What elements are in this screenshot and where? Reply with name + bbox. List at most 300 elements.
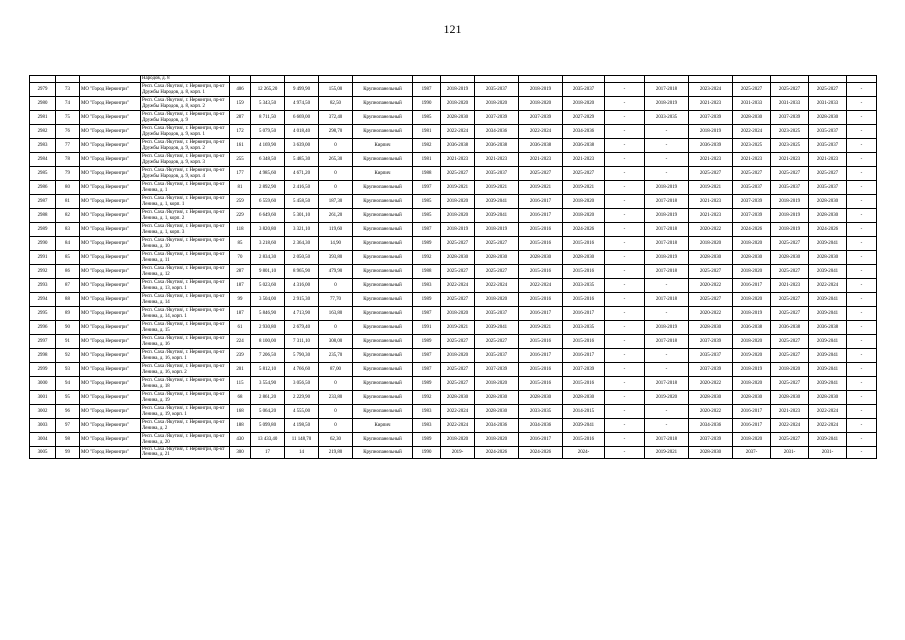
living-area-cell: 5 301,10 — [285, 209, 319, 223]
residents-cell: 159 — [230, 97, 251, 111]
period-cell: 2017-2018 — [645, 335, 689, 349]
item-number-cell: 98 — [56, 433, 80, 447]
wall-material-cell: Крупнопанельный — [353, 111, 413, 125]
year-built-cell: 1989 — [413, 335, 441, 349]
period-cell: 2020-2022 — [689, 307, 733, 321]
living-area-cell: 7 311,10 — [285, 335, 319, 349]
period-cell: 2015-2016 — [519, 293, 563, 307]
period-cell: 2028-2030 — [809, 195, 847, 209]
row-number-cell: 2985 — [30, 167, 56, 181]
period-cell: 2025-2027 — [771, 83, 809, 97]
table-row — [30, 363, 877, 377]
period-cell: 2020-2022 — [689, 223, 733, 237]
period-cell: 2021-2023 — [689, 153, 733, 167]
address-cell: Респ. Саха /Якутия/, г. Нерюнгри, пр-кт Ленина, д. 2 — [141, 419, 230, 433]
period-cell: 2035-2037 — [809, 125, 847, 139]
period-cell: 2018-2019 — [645, 181, 689, 195]
period-cell: 2018-2020 — [733, 237, 771, 251]
page-number: 121 — [443, 22, 462, 36]
period-cell: 2015-2016 — [563, 433, 605, 447]
period-cell: 2015-2016 — [563, 377, 605, 391]
table-row — [30, 76, 877, 83]
item-number-cell: 85 — [56, 251, 80, 265]
row-number-cell: 2988 — [30, 209, 56, 223]
period-cell: 2031-2033 — [771, 97, 809, 111]
nonresidential-area-cell: 187,30 — [319, 195, 353, 209]
period-cell: 2016-2017 — [733, 419, 771, 433]
period-cell: - — [605, 111, 645, 125]
period-cell: 2035-2037 — [689, 349, 733, 363]
row-number-cell: 2981 — [30, 111, 56, 125]
municipality-cell: МО "Город Нерюнгри" — [80, 433, 141, 447]
table-row — [30, 307, 877, 321]
period-cell: 2019-2020 — [645, 391, 689, 405]
period-cell: 2025-2027 — [809, 167, 847, 181]
year-built-cell: 1989 — [413, 237, 441, 251]
residents-cell: 229 — [230, 209, 251, 223]
period-cell: 2036-2038 — [441, 139, 475, 153]
item-number-cell: 93 — [56, 363, 80, 377]
note-cell: - — [847, 265, 877, 279]
period-cell: 2018-2020 — [475, 433, 519, 447]
total-area-cell: 17 — [251, 447, 285, 459]
period-cell: 2018-2019 — [645, 97, 689, 111]
period-cell: 2015-2016 — [519, 265, 563, 279]
municipality-cell: МО "Город Нерюнгри" — [80, 307, 141, 321]
municipality-cell: МО "Город Нерюнгри" — [80, 321, 141, 335]
period-cell: - — [605, 153, 645, 167]
total-area-cell: 4 985,60 — [251, 167, 285, 181]
municipality-cell: МО "Город Нерюнгри" — [80, 181, 141, 195]
period-cell: 2023-2025 — [771, 139, 809, 153]
period-cell: 2018-2019 — [441, 83, 475, 97]
address-cell: Респ. Саха /Якутия/, г. Нерюнгри, пр-кт Дружбы Народов, д. 9, корп. 4 — [141, 167, 230, 181]
period-cell: 2035-2037 — [475, 83, 519, 97]
total-area-cell: 6 559,60 — [251, 195, 285, 209]
residents-cell: 287 — [230, 111, 251, 125]
period-cell: 2028-2030 — [441, 251, 475, 265]
period-cell: 2022-2024 — [519, 279, 563, 293]
municipality-cell: МО "Город Нерюнгри" — [80, 293, 141, 307]
note-cell: - — [847, 139, 877, 153]
living-area-cell: 3 321,10 — [285, 223, 319, 237]
period-cell: 2016-2017 — [519, 433, 563, 447]
note-cell: - — [847, 391, 877, 405]
address-cell: Респ. Саха /Якутия/, г. Нерюнгри, пр-кт Дружбы Народов, д. 9, корп. 3 — [141, 153, 230, 167]
period-cell: 2028-2030 — [475, 391, 519, 405]
total-area-cell: 3 218,60 — [251, 237, 285, 251]
period-cell: 2016-2017 — [733, 405, 771, 419]
table-row — [30, 153, 877, 167]
nonresidential-area-cell: 479,90 — [319, 265, 353, 279]
row-number-cell: 3005 — [30, 447, 56, 459]
nonresidential-area-cell: 308,00 — [319, 335, 353, 349]
period-cell: 2025-2027 — [771, 335, 809, 349]
period-cell: 2018-2020 — [733, 293, 771, 307]
residents-cell: 224 — [230, 335, 251, 349]
period-cell: 2028-2030 — [475, 251, 519, 265]
residents-cell: 81 — [230, 181, 251, 195]
residents-cell: 201 — [230, 363, 251, 377]
item-number-cell: 95 — [56, 391, 80, 405]
nonresidential-area-cell: 0 — [319, 139, 353, 153]
period-cell: 2025-2027 — [771, 237, 809, 251]
item-number-cell: 77 — [56, 139, 80, 153]
period-cell: 2028-2030 — [771, 251, 809, 265]
period-cell: - — [605, 307, 645, 321]
table-row — [30, 377, 877, 391]
nonresidential-area-cell: 235,70 — [319, 349, 353, 363]
period-cell: 2021-2023 — [809, 153, 847, 167]
period-cell: 2025-2027 — [441, 167, 475, 181]
wall-material-cell: Крупнопанельный — [353, 279, 413, 293]
note-cell: - — [847, 307, 877, 321]
period-cell: 2021-2023 — [563, 153, 605, 167]
period-cell: 2018-2020 — [771, 363, 809, 377]
note-cell: - — [847, 195, 877, 209]
nonresidential-area-cell: 77,70 — [319, 293, 353, 307]
municipality-cell: МО "Город Нерюнгри" — [80, 363, 141, 377]
nonresidential-area-cell: 393,80 — [319, 251, 353, 265]
total-area-cell: 4 169,90 — [251, 139, 285, 153]
note-cell: - — [847, 405, 877, 419]
note-cell: - — [847, 125, 877, 139]
item-number-cell: 92 — [56, 349, 80, 363]
living-area-cell: 2 679,40 — [285, 321, 319, 335]
period-cell: 2015-2016 — [519, 335, 563, 349]
period-cell: 2036-2038 — [519, 139, 563, 153]
period-cell: 2018-2020 — [689, 237, 733, 251]
period-cell: 2034-2036 — [519, 419, 563, 433]
living-area-cell: 6 669,00 — [285, 111, 319, 125]
total-area-cell: 2 930,80 — [251, 321, 285, 335]
period-cell: - — [605, 167, 645, 181]
period-cell: 2021-2023 — [519, 153, 563, 167]
table-body — [30, 76, 877, 459]
period-cell: 2022-2024 — [441, 419, 475, 433]
item-number-cell: 99 — [56, 447, 80, 459]
municipality-cell: МО "Город Нерюнгри" — [80, 265, 141, 279]
row-number-cell: 2989 — [30, 223, 56, 237]
period-cell: 2018-2019 — [441, 223, 475, 237]
period-cell: - — [605, 209, 645, 223]
period-cell: 2025-2027 — [475, 265, 519, 279]
period-cell: 2025-2027 — [809, 83, 847, 97]
year-built-cell: 1989 — [413, 293, 441, 307]
period-cell: 2036-2038 — [771, 321, 809, 335]
year-built-cell: 1992 — [413, 391, 441, 405]
period-cell: - — [645, 153, 689, 167]
period-cell: 2017-2018 — [645, 433, 689, 447]
period-cell: 2018-2020 — [441, 97, 475, 111]
period-cell: 2025-2027 — [771, 349, 809, 363]
period-cell: 2019-2021 — [689, 181, 733, 195]
period-cell: 2017-2018 — [645, 237, 689, 251]
wall-material-cell: Крупнопанельный — [353, 237, 413, 251]
period-cell: 2022-2024 — [771, 419, 809, 433]
period-cell: 2018-2019 — [645, 251, 689, 265]
wall-material-cell: Крупнопанельный — [353, 181, 413, 195]
period-cell: 2023-2024 — [689, 83, 733, 97]
period-cell: 2016-2017 — [563, 349, 605, 363]
living-area-cell: 5 485,30 — [285, 153, 319, 167]
period-cell: 2028-2030 — [475, 405, 519, 419]
period-cell: 2015-2016 — [519, 363, 563, 377]
period-cell: - — [645, 167, 689, 181]
address-cell: Респ. Саха /Якутия/, г. Нерюнгри, пр-кт Ленина, д. 16, корп. 2 — [141, 363, 230, 377]
period-cell: 2028-2030 — [809, 209, 847, 223]
period-cell: 2033-2035 — [645, 111, 689, 125]
nonresidential-area-cell: 0 — [319, 279, 353, 293]
municipality-cell: МО "Город Нерюнгри" — [80, 391, 141, 405]
period-cell: 2035-2037 — [475, 349, 519, 363]
period-cell: 2028-2030 — [809, 251, 847, 265]
row-number-cell: 3004 — [30, 433, 56, 447]
period-cell: 2017-2018 — [645, 265, 689, 279]
year-built-cell: 1985 — [413, 195, 441, 209]
item-number-cell: 88 — [56, 293, 80, 307]
note-cell: - — [847, 209, 877, 223]
total-area-cell: 2 834,30 — [251, 251, 285, 265]
period-cell: 2015-2016 — [563, 293, 605, 307]
table-row — [30, 447, 877, 459]
period-cell: - — [605, 223, 645, 237]
total-area-cell: 9 801,10 — [251, 265, 285, 279]
year-built-cell: 1991 — [413, 321, 441, 335]
period-cell: 2039-2041 — [475, 195, 519, 209]
period-cell: 2025-2027 — [771, 293, 809, 307]
period-cell: 2033-2035 — [563, 279, 605, 293]
period-cell: 2014-2015 — [563, 405, 605, 419]
row-number-cell: 2998 — [30, 349, 56, 363]
total-area-cell: 3 820,80 — [251, 223, 285, 237]
item-number-cell: 94 — [56, 377, 80, 391]
municipality-cell: МО "Город Нерюнгри" — [80, 237, 141, 251]
table-row — [30, 349, 877, 363]
note-cell: - — [847, 279, 877, 293]
period-cell: 2039-2041 — [809, 307, 847, 321]
total-area-cell: 6 348,50 — [251, 153, 285, 167]
item-number-cell: 73 — [56, 83, 80, 97]
address-cell: Респ. Саха /Якутия/, г. Нерюнгри, пр-кт Дружбы Народов, д. 8, корп. 1 — [141, 83, 230, 97]
period-cell: 2018-2020 — [733, 265, 771, 279]
row-number-cell: 3003 — [30, 419, 56, 433]
municipality-cell: МО "Город Нерюнгри" — [80, 279, 141, 293]
row-number-cell: 2996 — [30, 321, 56, 335]
period-cell: 2025-2027 — [441, 363, 475, 377]
period-cell: 2024-2026 — [475, 447, 519, 459]
period-cell: 2017-2018 — [645, 83, 689, 97]
row-number-cell: 2980 — [30, 97, 56, 111]
residents-cell: 259 — [230, 195, 251, 209]
period-cell: 2037-2039 — [475, 111, 519, 125]
total-area-cell: 5 812,10 — [251, 363, 285, 377]
municipality-cell: МО "Город Нерюнгри" — [80, 195, 141, 209]
note-cell: - — [847, 293, 877, 307]
year-built-cell: 1987 — [413, 349, 441, 363]
residents-cell: 161 — [230, 139, 251, 153]
period-cell: 2039-2041 — [563, 419, 605, 433]
municipality-cell: МО "Город Нерюнгри" — [80, 97, 141, 111]
period-cell: 2025-2027 — [441, 293, 475, 307]
period-cell: 2021-2023 — [771, 279, 809, 293]
year-built-cell: 1982 — [413, 139, 441, 153]
nonresidential-area-cell: 0 — [319, 419, 353, 433]
period-cell: 2035-2037 — [809, 181, 847, 195]
period-cell: 2035-2037 — [475, 307, 519, 321]
row-number-cell: 2984 — [30, 153, 56, 167]
period-cell: 2015-2016 — [563, 335, 605, 349]
nonresidential-area-cell: 233,80 — [319, 391, 353, 405]
period-cell: 2025-2027 — [563, 167, 605, 181]
table-row — [30, 391, 877, 405]
period-cell: - — [645, 139, 689, 153]
period-cell: 2018-2020 — [519, 97, 563, 111]
municipality-cell: МО "Город Нерюнгри" — [80, 419, 141, 433]
wall-material-cell: Крупнопанельный — [353, 125, 413, 139]
period-cell: 2028-2030 — [441, 111, 475, 125]
address-cell: Респ. Саха /Якутия/, г. Нерюнгри, пр-кт Ленина, д. 1, корп. 3 — [141, 223, 230, 237]
address-cell: Респ. Саха /Якутия/, г. Нерюнгри, пр-кт Ленина, д. 13, корп. 1 — [141, 279, 230, 293]
address-cell: Респ. Саха /Якутия/, г. Нерюнгри, пр-кт Ленина, д. 16, корп. 1 — [141, 349, 230, 363]
living-area-cell: 4 713,90 — [285, 307, 319, 321]
nonresidential-area-cell: 0 — [319, 377, 353, 391]
table-row — [30, 405, 877, 419]
wall-material-cell: Крупнопанельный — [353, 153, 413, 167]
period-cell: 2016-2017 — [733, 279, 771, 293]
total-area-cell: 5 343,50 — [251, 97, 285, 111]
address-cell: Респ. Саха /Якутия/, г. Нерюнгри, пр-кт Ленина, д. 21 — [141, 447, 230, 459]
nonresidential-area-cell: 219,80 — [319, 447, 353, 459]
living-area-cell: 5 790,30 — [285, 349, 319, 363]
wall-material-cell: Крупнопанельный — [353, 83, 413, 97]
period-cell: 2037-2039 — [689, 335, 733, 349]
residents-cell: 430 — [230, 433, 251, 447]
living-area-cell: 2 364,30 — [285, 237, 319, 251]
period-cell: 2035-2037 — [809, 139, 847, 153]
period-cell: 2028-2030 — [689, 447, 733, 459]
period-cell: 2033-2035 — [519, 405, 563, 419]
period-cell: - — [605, 419, 645, 433]
period-cell: - — [645, 125, 689, 139]
period-cell: - — [605, 83, 645, 97]
period-cell: 2021-2023 — [689, 195, 733, 209]
period-cell: 2021-2023 — [689, 209, 733, 223]
period-cell: 2018-2020 — [733, 335, 771, 349]
note-cell: - — [847, 223, 877, 237]
period-cell: 2021-2023 — [771, 153, 809, 167]
period-cell: 2015-2016 — [519, 223, 563, 237]
period-cell: 2023-2025 — [771, 125, 809, 139]
residents-cell: 172 — [230, 125, 251, 139]
living-area-cell: 5 458,50 — [285, 195, 319, 209]
total-area-cell: 2 892,90 — [251, 181, 285, 195]
wall-material-cell: Крупнопанельный — [353, 251, 413, 265]
year-built-cell: 1981 — [413, 125, 441, 139]
period-cell: 2025-2027 — [733, 83, 771, 97]
period-cell: 2024-2026 — [809, 223, 847, 237]
period-cell: 2039-2041 — [809, 265, 847, 279]
period-cell: 2031- — [771, 447, 809, 459]
period-cell: 2039-2041 — [809, 377, 847, 391]
nonresidential-area-cell: 119,60 — [319, 223, 353, 237]
period-cell: 2035-2037 — [733, 181, 771, 195]
address-cell: Респ. Саха /Якутия/, г. Нерюнгри, пр-кт Ленина, д. 16 — [141, 335, 230, 349]
period-cell: - — [605, 447, 645, 459]
row-number-cell: 2986 — [30, 181, 56, 195]
period-cell: - — [605, 97, 645, 111]
period-cell: 2018-2019 — [645, 321, 689, 335]
wall-material-cell: Крупнопанельный — [353, 335, 413, 349]
municipality-cell: МО "Город Нерюнгри" — [80, 125, 141, 139]
total-area-cell: 13 433,40 — [251, 433, 285, 447]
period-cell: - — [645, 349, 689, 363]
period-cell: 2028-2030 — [441, 391, 475, 405]
period-cell: 2018-2020 — [441, 307, 475, 321]
period-cell: 2018-2019 — [733, 363, 771, 377]
address-cell: Респ. Саха /Якутия/, г. Нерюнгри, пр-кт Ленина, д. 11 — [141, 251, 230, 265]
period-cell: 2037-2039 — [689, 363, 733, 377]
period-cell: 2021-2023 — [475, 153, 519, 167]
period-cell: 2025-2027 — [771, 377, 809, 391]
wall-material-cell: Крупнопанельный — [353, 97, 413, 111]
residents-cell: 255 — [230, 153, 251, 167]
living-area-cell: 2 915,30 — [285, 293, 319, 307]
period-cell: - — [605, 293, 645, 307]
period-cell: 2019- — [441, 447, 475, 459]
year-built-cell: 1989 — [413, 433, 441, 447]
nonresidential-area-cell: 155,00 — [319, 83, 353, 97]
municipality-cell: МО "Город Нерюнгри" — [80, 405, 141, 419]
residents-cell: 61 — [230, 321, 251, 335]
period-cell: 2022-2024 — [733, 125, 771, 139]
table-row — [30, 251, 877, 265]
period-cell: 2037-2039 — [689, 111, 733, 125]
year-built-cell: 1987 — [413, 223, 441, 237]
period-cell: 2039-2041 — [809, 363, 847, 377]
wall-material-cell: Крупнопанельный — [353, 363, 413, 377]
period-cell: 2025-2027 — [441, 335, 475, 349]
address-cell: Респ. Саха /Якутия/, г. Нерюнгри, пр-кт Ленина, д. 14 — [141, 293, 230, 307]
period-cell: 2021-2023 — [441, 153, 475, 167]
period-cell: 2023-2025 — [733, 139, 771, 153]
period-cell: 2018-2020 — [475, 377, 519, 391]
period-cell: 2021-2023 — [733, 153, 771, 167]
period-cell: 2037-2039 — [771, 111, 809, 125]
address-cell: Респ. Саха /Якутия/, г. Нерюнгри, пр-кт Ленина, д. 1 — [141, 181, 230, 195]
period-cell: 2022-2024 — [809, 405, 847, 419]
wall-material-cell: Крупнопанельный — [353, 405, 413, 419]
address-cell: Респ. Саха /Якутия/, г. Нерюнгри, пр-кт Дружбы Народов, д. 9, корп. 2 — [141, 139, 230, 153]
row-number-cell: 2979 — [30, 83, 56, 97]
residents-cell: 187 — [230, 307, 251, 321]
living-area-cell: 4 671,20 — [285, 167, 319, 181]
item-number-cell: 90 — [56, 321, 80, 335]
table-row — [30, 125, 877, 139]
table-row — [30, 293, 877, 307]
nonresidential-area-cell: 82,50 — [319, 97, 353, 111]
total-area-cell: 3 554,90 — [251, 377, 285, 391]
period-cell: 2025-2027 — [519, 167, 563, 181]
living-area-cell: 4 766,60 — [285, 363, 319, 377]
year-built-cell: 1987 — [413, 363, 441, 377]
period-cell: 2018-2020 — [563, 97, 605, 111]
period-cell: - — [645, 405, 689, 419]
table-row — [30, 419, 877, 433]
total-area-cell: 7 206,50 — [251, 349, 285, 363]
period-cell: 2037-2039 — [475, 363, 519, 377]
note-cell: - — [847, 419, 877, 433]
